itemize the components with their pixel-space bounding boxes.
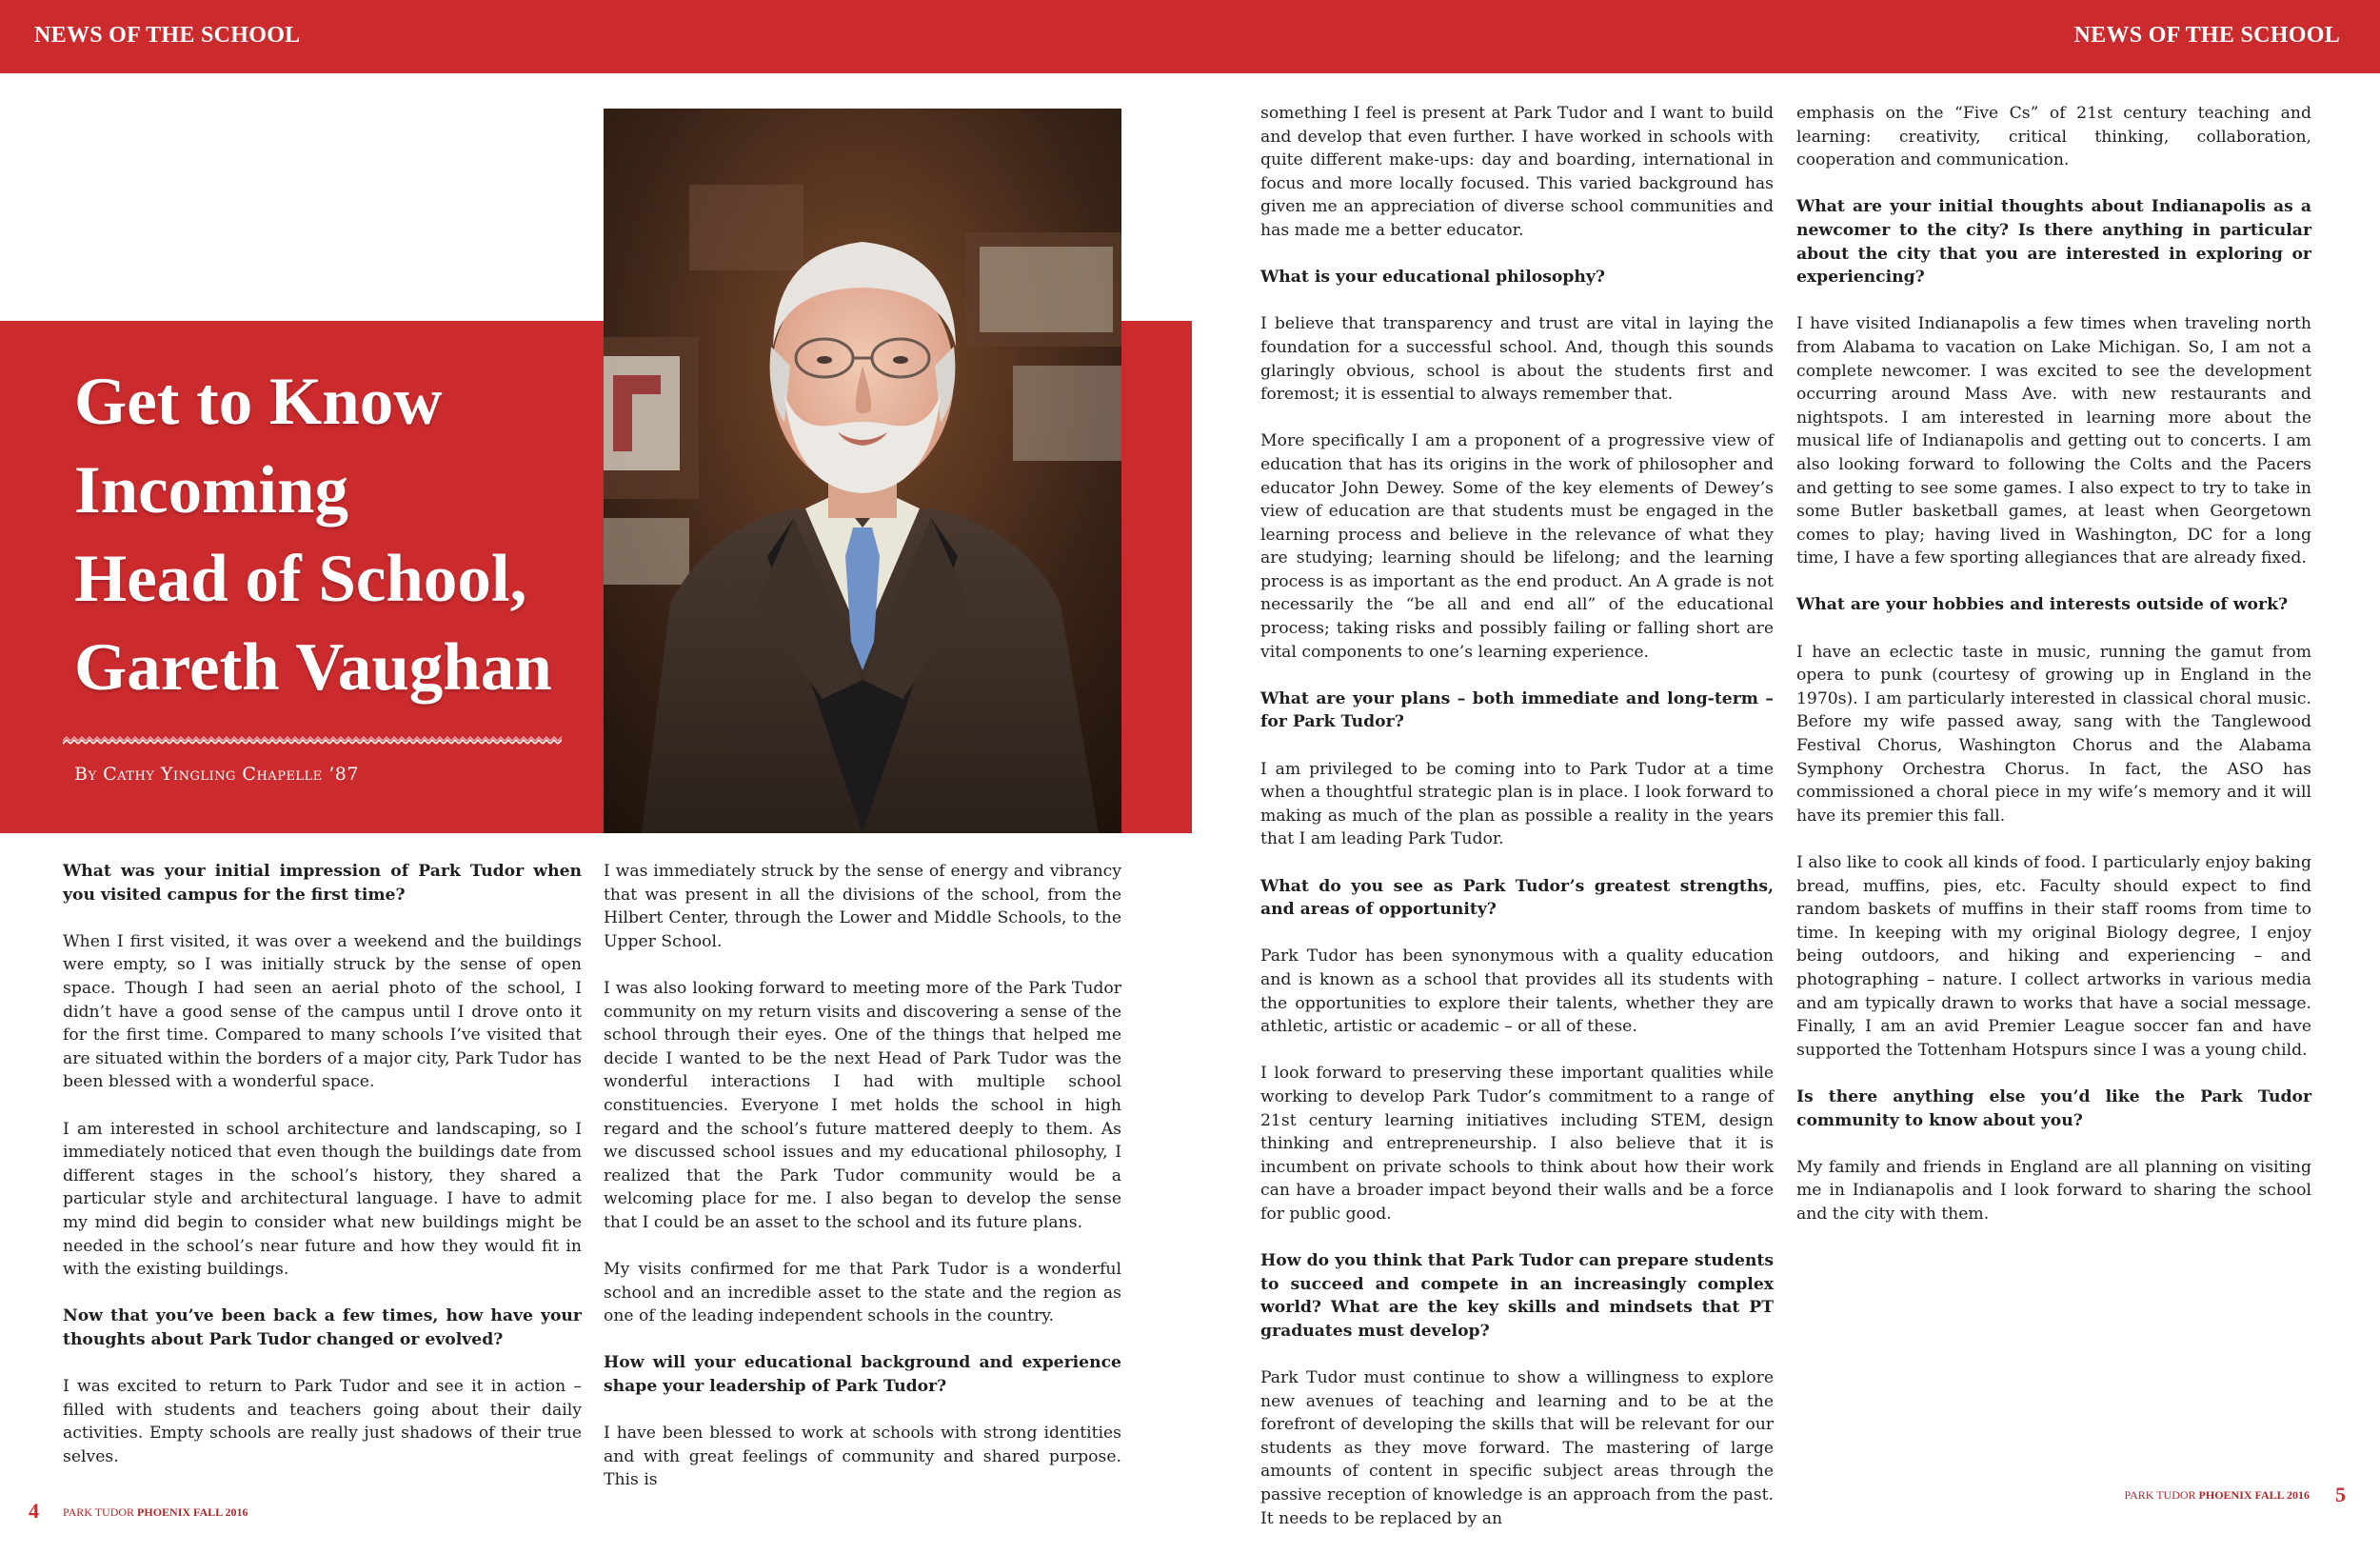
question: Now that you’ve been back a few times, how have your thoughts about Park Tudor changed or evolved? <box>63 1306 582 1349</box>
footer-left <box>63 1505 248 1520</box>
section-label-right: NEWS OF THE SCHOOL <box>2073 23 2340 48</box>
answer-paragraph: I have been blessed to work at schools with strong identities and with great feelings of community and shared purpose. This is <box>604 1424 1121 1490</box>
page-number-right: 5 <box>2335 1483 2346 1506</box>
title-line: Head of School, <box>74 542 527 616</box>
answer-paragraph: I am interested in school architecture and landscaping, so I immediately noticed that even though the buildings date from different stages in the school’s history, they shared a particular style and architectural language. I have to admit my mind did begin to consider what new buildings might be needed in the school’s near future and how they would fit in with the existing buildings. <box>63 1119 582 1280</box>
footer-publication: PHOENIX FALL 2016 <box>137 1505 248 1519</box>
answer-paragraph: When I first visited, it was over a weekend and the buildings were empty, so I was initially struck by the sense of open space. Though I had seen an aerial photo of the school, I didn’t have a good sense of the campus until I drove onto it for the first time. Compared to many schools I’ve visited that are situated within the borders of a major city, Park Tudor has been blessed with a wonderful space. <box>63 931 582 1092</box>
portrait-photo <box>604 109 1121 833</box>
answer-paragraph: I am privileged to be coming into to Park Tudor at a time when a thoughtful strategic plan is in place. I look forward to making as much of the plan as possible a reality in the years that I am leading Park Tudor. <box>1260 759 1774 849</box>
answer-paragraph: I was also looking forward to meeting more of the Park Tudor community on my return visits and discovering a sense of the school through their eyes. One of the things that helped me decide I wanted to be the next Head of Park Tudor was the wonderful interactions I had with multiple school constituencies. Everyone I met holds the school in high regard and the school’s future mattered deeply to them. As we discussed school issues and my educational philosophy, I realized that the Park Tudor community would be a welcoming place for me. I also began to develop the sense that I could be an asset to the school and its future plans. <box>604 978 1121 1232</box>
answer-paragraph: My visits confirmed for me that Park Tudor is a wonderful school and an incredible asset to the state and the region as one of the leading independent schools in the country. <box>604 1260 1121 1326</box>
answer-paragraph: emphasis on the “Five Cs” of 21st century teaching and learning: creativity, critical thinking, collaboration, cooperation and communication. <box>1796 104 2311 170</box>
question: What do you see as Park Tudor’s greatest strengths, and areas of opportunity? <box>1260 876 1774 920</box>
header-bar-right <box>1192 0 2380 73</box>
answer-paragraph: I look forward to preserving these important qualities while working to develop Park Tudor’s commitment to a range of 21st century learning initiatives including STEM, design thinking and entrepreneurship. I also believe that it is incumbent on private schools to think about how their work can have a broader impact beyond their walls and be a force for public good. <box>1260 1064 1774 1224</box>
question: How do you think that Park Tudor can prepare students to succeed and compete in an increasingly complex world? What are the key skills and mindsets that PT graduates must develop? <box>1260 1251 1774 1341</box>
article-column-4 <box>1796 102 2311 1249</box>
answer-paragraph: Park Tudor has been synonymous with a quality education and is known as a school that provides all its students with the opportunities to explore their talents, whether they are athletic, artistic or academic – or all of these. <box>1260 946 1774 1037</box>
answer-paragraph: I was excited to return to Park Tudor and see it in action – filled with students and teachers going about their daily activities. Empty schools are really just shadows of their true selves. <box>63 1377 582 1466</box>
header-bar-left <box>0 0 1192 73</box>
question: What are your hobbies and interests outside of work? <box>1796 595 2289 615</box>
decorative-divider <box>63 735 562 748</box>
title-line: Get to Know <box>74 365 443 439</box>
question: What are your initial thoughts about Indianapolis as a newcomer to the city? Is there anything in particular about the city that you are interested in exploring or experiencing? <box>1796 197 2311 288</box>
title-line: Gareth Vaughan <box>74 630 552 705</box>
question: What was your initial impression of Park Tudor when you visited campus for the first time? <box>63 862 582 905</box>
answer-paragraph: My family and friends in England are all planning on visiting me in Indianapolis and I look forward to sharing the school and the city with them. <box>1796 1157 2311 1224</box>
question: How will your educational background and experience shape your leadership of Park Tudor? <box>604 1353 1121 1397</box>
answer-paragraph: Park Tudor must continue to show a willingness to explore new avenues of teaching and learning and to be at the forefront of developing the skills that will be relevant for our students as they move forward. The mastering of large amounts of content in specific subject areas through the passive reception of knowledge is an approach from the past. It needs to be replaced by an <box>1260 1368 1774 1528</box>
answer-paragraph: I also like to cook all kinds of food. I particularly enjoy baking bread, muffins, pies, etc. Faculty should expect to find random baskets of muffins in their staff rooms from time to time. In keeping with my original Biology degree, I enjoy being outdoors, and hiking and experiencing – and photographing – nature. I collect artworks in various media and am typically drawn to works that have a social message. Finally, I am an avid Premier League soccer fan and have supported the Tottenham Hotspurs since I was a young child. <box>1796 853 2311 1060</box>
section-label-left: NEWS OF THE SCHOOL <box>34 23 301 48</box>
page-number-left: 4 <box>29 1499 39 1523</box>
byline: By Cathy Yingling Chapelle ’87 <box>74 764 359 785</box>
answer-paragraph: I have visited Indianapolis a few times when traveling north from Alabama to vacation on Lake Michigan. So, I am not a complete newcomer. I was excited to see the development occurring around Mass Ave. with new restaurants and nightspots. I am interested in learning more about the musical life of Indianapolis and getting out to concerts. I am also looking forward to following the Colts and the Pacers and getting to see some games. I also expect to try to take in some Butler basketball games, at least when Georgetown comes to play; having lived in Washington, DC for a long time, I have a few sporting allegiances that are already fixed. <box>1796 314 2311 568</box>
article-column-1 <box>63 860 582 1492</box>
question: What is your educational philosophy? <box>1260 268 1605 288</box>
footer-right <box>2125 1488 2311 1503</box>
article-column-3 <box>1260 102 1774 1554</box>
article-title <box>74 358 607 712</box>
footer-publication: PHOENIX FALL 2016 <box>2198 1488 2310 1502</box>
article-column-2 <box>604 860 1121 1516</box>
footer-org: PARK TUDOR <box>2124 1488 2196 1502</box>
answer-paragraph: I have an eclectic taste in music, running the gamut from opera to punk (courtesy of growing up in England in the 1970s). I am particularly interested in classical choral music. Before my wife passed away, sang with the Tanglewood Festival Chorus, Washington Chorus and the Alabama Symphony Orchestra Chorus. In fact, the ASO has commissioned a choral piece in my wife’s memory and it will have its premier this fall. <box>1796 642 2311 826</box>
title-line: Incoming <box>74 453 348 528</box>
question: Is there anything else you’d like the Park Tudor community to know about you? <box>1796 1086 2311 1130</box>
answer-paragraph: I was immediately struck by the sense of energy and vibrancy that was present in all the divisions of the school, from the Hilbert Center, through the Lower and Middle Schools, to the Upper School. <box>604 862 1121 951</box>
question: What are your plans – both immediate and long-term – for Park Tudor? <box>1260 688 1774 732</box>
answer-paragraph: something I feel is present at Park Tudor and I want to build and develop that even further. I have worked in schools with quite different make-ups: day and boarding, international in focus and more locally focused. This varied background has given me an appreciation of diverse school communities and has made me a better educator. <box>1260 104 1774 240</box>
footer-org: PARK TUDOR <box>63 1505 135 1519</box>
answer-paragraph: More specifically I am a proponent of a progressive view of education that has its origins in the work of philosopher and educator John Dewey. Some of the key elements of Dewey’s view of education are that students must be engaged in the learning process and believe in the relevance of what they are studying; learning should be lifelong; and the learning process is as important as the end product. An A grade is not necessarily the “be all and end all” of the educational process; taking risks and possibly failing or falling short are vital components to one’s learning experience. <box>1260 431 1774 662</box>
answer-paragraph: I believe that transparency and trust are vital in laying the foundation for a successful school. And, though this sounds glaringly obvious, school is about the students first and foremost; it is essential to always remember that. <box>1260 314 1774 405</box>
